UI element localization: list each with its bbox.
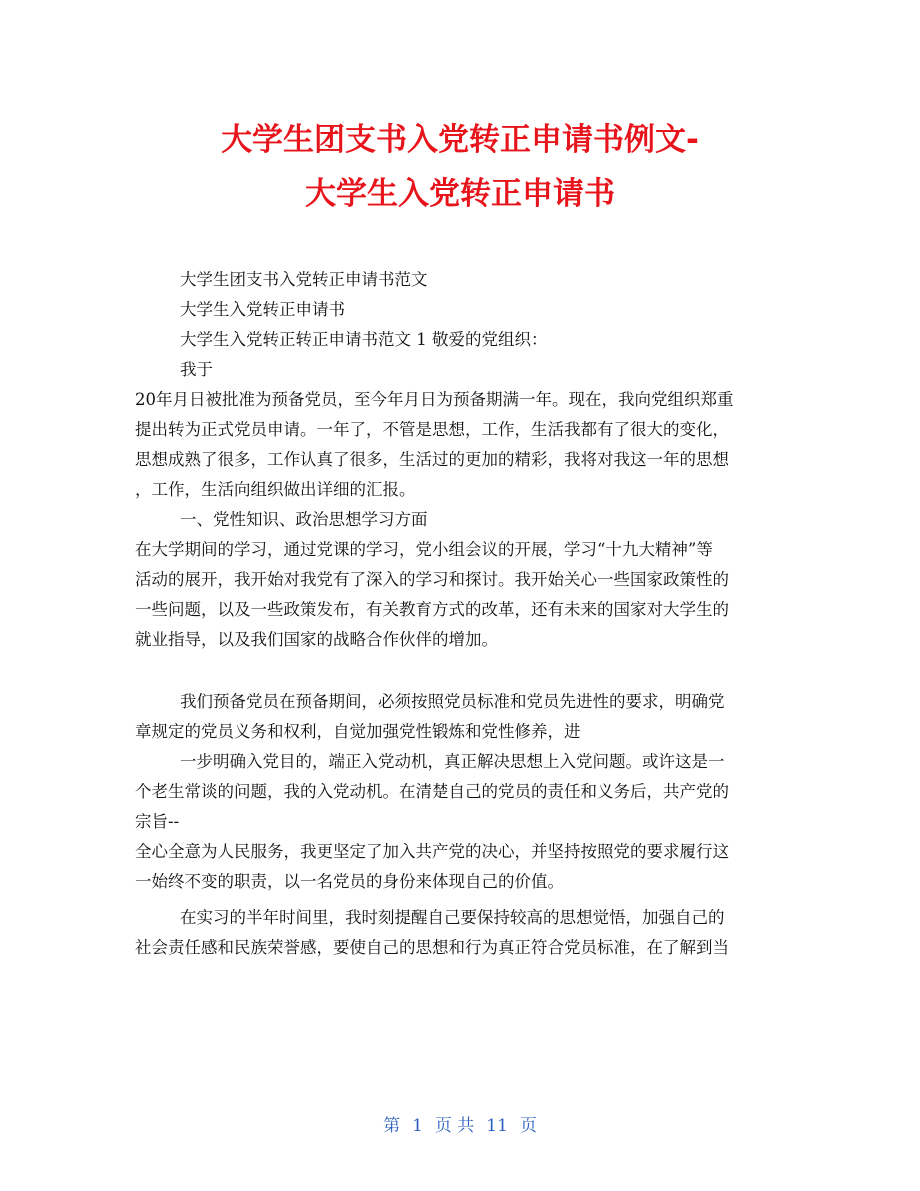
body-line: 思想成熟了很多，工作认真了很多，生活过的更加的精彩，我将对我这一年的思想 <box>135 450 729 469</box>
body-line: 大学生入党转正转正申请书范文 1 敬爱的党组织： <box>180 330 548 349</box>
body-line: 章规定的党员义务和权利，自觉加强党性锻炼和党性修养，进 <box>135 722 581 741</box>
body-line: 我于 <box>180 360 213 379</box>
body-line: 宗旨-- <box>135 812 180 831</box>
footer-total-pages: 11 <box>486 1116 508 1136</box>
body-line: 提出转为正式党员申请。一年了，不管是思想，工作，生活我都有了很大的变化， <box>135 420 729 439</box>
body-line: ，工作，生活向组织做出详细的汇报。 <box>135 480 416 499</box>
body-line: 全心全意为人民服务，我更坚定了加入共产党的决心，并坚持按照党的要求履行这 <box>135 842 729 861</box>
body-line: 一步明确入党目的，端正入党动机，真正解决思想上入党问题。或许这是一 <box>180 752 725 771</box>
body-line: 在大学期间的学习，通过党课的学习，党小组会议的开展，学习“十九大精神”等 <box>135 540 713 559</box>
document-title-line-2: 大学生入党转正申请书 <box>305 176 615 212</box>
page-footer <box>0 1112 920 1140</box>
paragraph-gap <box>135 655 785 687</box>
body-line: 大学生团支书入党转正申请书范文 <box>180 270 428 289</box>
body-line: 一始终不变的职责，以一名党员的身份来体现自己的价值。 <box>135 872 564 891</box>
body-line: 就业指导，以及我们国家的战略合作伙伴的增加。 <box>135 630 498 649</box>
document-body <box>135 265 785 963</box>
footer-mid: 页 共 <box>434 1116 475 1136</box>
body-line: 20年月日被批准为预备党员，至今年月日为预备期满一年。现在，我向党组织郑重 <box>135 390 734 409</box>
body-line: 活动的展开，我开始对我党有了深入的学习和探讨。我开始关心一些国家政策性的 <box>135 570 729 589</box>
footer-prefix: 第 <box>383 1116 401 1136</box>
section-heading: 一、党性知识、政治思想学习方面 <box>180 510 428 529</box>
document-title-line-1: 大学生团支书入党转正申请书例文- <box>221 122 699 158</box>
body-line: 我们预备党员在预备期间，必须按照党员标准和党员先进性的要求，明确党 <box>180 692 725 711</box>
footer-page-number: 1 <box>412 1116 423 1136</box>
footer-suffix: 页 <box>519 1116 537 1136</box>
body-line: 一些问题，以及一些政策发布，有关教育方式的改革，还有未来的国家对大学生的 <box>135 600 729 619</box>
body-line: 在实习的半年时间里，我时刻提醒自己要保持较高的思想觉悟，加强自己的 <box>180 908 725 927</box>
body-line: 社会责任感和民族荣誉感，要使自己的思想和行为真正符合党员标准，在了解到当 <box>135 938 729 957</box>
body-line: 大学生入党转正申请书 <box>180 300 345 319</box>
body-line: 个老生常谈的问题，我的入党动机。在清楚自己的党员的责任和义务后，共产党的 <box>135 782 729 801</box>
